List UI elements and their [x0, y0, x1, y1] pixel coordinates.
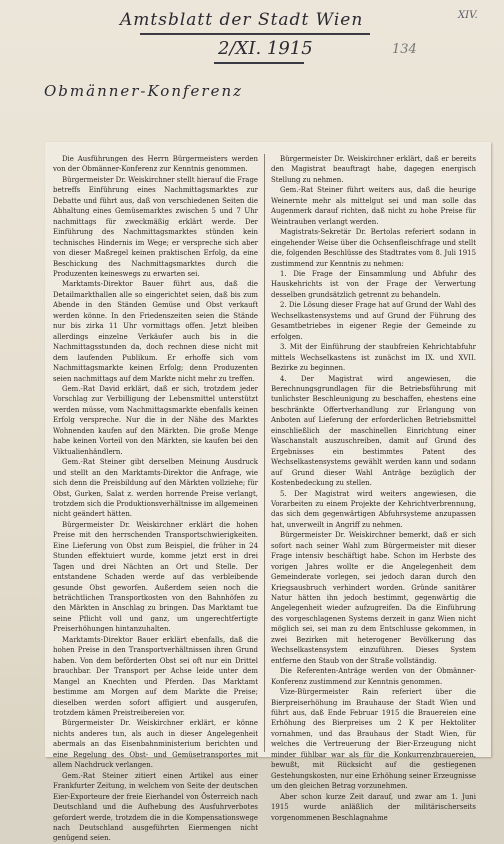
newspaper-clipping	[45, 142, 491, 843]
paragraph: 3. Mit der Einführung der staubfreien Kehrichtabfuhr mittels Wechselkastens ist zunächst im IX. und XVII. Bezirke zu beginnen.	[271, 343, 476, 373]
article-left-column	[53, 154, 258, 843]
column-divider	[264, 154, 265, 752]
handwritten-subtitle: Obmänner-Konferenz	[44, 82, 244, 100]
paragraph: Gem.-Rat David erklärt, daß er sich, trotzdem jeder Vorschlag zur Verbilligung der Lebensmittel unterstützt werden müsse, vom Nachmittagsmarkte ebenfalls keinen Erfolg verspreche. Nur die in der Nähe des Marktes Wohnenden kaufen auf den Märkten. Die große Menge habe keinen Vorteil von den Märkten, sie kaufen bei den Viktualienhändlern.	[53, 384, 258, 456]
paragraph: Marktamts-Direktor Bauer erklärt ebenfalls, daß die hohen Preise in den Transportverhältnissen ihren Grund haben. Von dem beförderten Obst sei oft nur ein Drittel brauchbar. Der Transport per Achse leide unter dem Mangel an Knechten und Pferden. Das Marktamt bestimme am Morgen auf dem Markte die Preise; dieselben werden sofort affigiert und ausgerufen, trotzdem kämen Preistreibereien vor.	[53, 635, 258, 718]
handwritten-number: 134	[392, 42, 417, 57]
article-right-column	[271, 154, 476, 822]
paragraph: Aber schon kurze Zeit darauf, und zwar am 1. Juni 1915 wurde anläßlich der militärischerseits vorgenommenen Beschlagnahme	[271, 792, 476, 822]
paragraph: Die Ausführungen des Herrn Bürgermeisters werden von der Obmänner-Konferenz zur Kenntnis genommen.	[53, 155, 258, 174]
paragraph: Gem.-Rat Steiner gibt derselben Meinung Ausdruck und stellt an den Marktamts-Direktor die Anfrage, wie sich denn die Preisbildung auf den Märkten vollziehe; für Obst, Gurken, Salat z. werden horrende Preise verlangt, trotzdem sich die Produktionsverhältnisse im allgemeinen nicht geändert hätten.	[53, 458, 258, 519]
handwritten-page-ref: XIV.	[458, 10, 478, 21]
paragraph: Marktamts-Direktor Bauer führt aus, daß die Detailmarkthallen alle so eingerichtet seien, daß bis zum Abende in den Ständen Gemüse und Obst verkauft werden könne. In den Friedenszeiten seien die Stände nur bis zirka 11 Uhr vormittags offen. Jetzt bleiben allerdings einzelne Verkäufer auch bis in die Nachmittagsstunden da, doch rechnen diese nicht mit dem laufenden Publikum. Er erhoffe sich vom Nachmittagsmarkte keinen Erfolg; denn Produzenten seien nachmittags auf dem Markte nicht mehr zu treffen.	[53, 280, 258, 383]
paragraph: Die Referenten-Anträge werden von der Obmänner-Konferenz zustimmend zur Kenntnis genommen.	[271, 667, 476, 686]
paragraph: Gem.-Rat Steiner zitiert einen Artikel aus einer Frankfurter Zeitung, in welchem von Seite der deutschen Eier-Exporteure der freie Eierhandel von Österreich nach Deutschland und die Aufhebung des Ausfuhrverbotes gefordert werde, trotzdem die in die Kompensationswege nach Deutschland ausgeführten Eiermengen nicht genügend seien.	[53, 771, 258, 843]
paragraph: Magistrats-Sekretär Dr. Bertolas referiert sodann in eingehender Weise über die Ochsenfleischfrage und stellt die, folgenden Beschlüsse des Stadtrates vom 8. Juli 1915 zustimmend zur Kenntnis zu nehmen:	[271, 228, 476, 268]
paragraph: 4. Der Magistrat wird angewiesen, die Berechnungsgrundlagen für die Betriebsführung mit tunlichster Beschleunigung zu beschaffen, ehestens eine beschränkte Offertverhandlung zur Erlangung von Anboten auf Lieferung der erforderlichen Betriebsmittel einschließlich der maschinellen Einrichtung einer Waschanstalt auszuschreiben, damit auf Grund des Ergebnisses ein bestimmtes Patent des Wechselkastensystems gewählt werden kann und sodann auf Grund dieser Wahl Anträge bezüglich der Kostenbedeckung zu stellen.	[271, 374, 476, 488]
paragraph: Bürgermeister Dr. Weiskirchner erklärt, daß er bereits den Magistrat beauftragt habe, dagegen energisch Stellung zu nehmen.	[271, 155, 476, 184]
paragraph: Bürgermeister Dr. Weiskirchner erklärt die hohen Preise mit den herrschenden Transportschwierigkeiten. Eine Lieferung von Obst zum Beispiel, die früher in 24 Stunden effektuiert wurde, komme jetzt erst in drei Tagen und drei Nächten an Ort und Stelle. Der entstandene Schaden werde auf das verbleibende gesunde Obst geworfen. Außerdem seien noch die beträchtlichen Transportkosten von den Bahnhöfen zu den Märkten in Anschlag zu bringen. Das Marktamt tue seine Pflicht voll und ganz, um ungerechtfertigte Preiserhöhungen hintanzuhalten.	[53, 520, 258, 634]
paragraph: 5. Der Magistrat wird weiters angewiesen, die Vorarbeiten zu einem Projekte der Kehrichtverbrennung, das sich dem gegenwärtigen Abfuhrsysteme anzupassen hat, unverweilt in Angriff zu nehmen.	[271, 489, 476, 529]
paragraph: 1. Die Frage der Einsammlung und Abfuhr des Hauskehrichts ist von der Frage der Verwertung desselben grundsätzlich getrennt zu behandeln.	[271, 269, 476, 299]
paragraph: Bürgermeister Dr. Weiskirchner erklärt, er könne nichts anderes tun, als auch in dieser Angelegenheit abermals an das Eisenbahnministerium berichten und eine Regelung des Obst- und Gemüsetransportes mit allem Nachdruck verlangen.	[53, 719, 258, 770]
paragraph: Bürgermeister Dr. Weiskirchner stellt hierauf die Frage betreffs Einführung eines Nachmittagsmarktes zur Debatte und führt aus, daß von verschiedenen Seiten die Abhaltung eines Gemüsemarktes zwischen 5 und 7 Uhr nachmittags für zweckmäßig erklärt werde. Der Einführung des Nachmittagsmarktes stünden kein technisches Hindernis im Wege; er verspreche sich aber von dieser Maßregel keinen praktischen Erfolg, da eine Beschickung des Nachmittagsmarktes durch die Produzenten keineswegs zu erwarten sei.	[53, 175, 258, 278]
paragraph: Vize-Bürgermeister Rain referiert über die Bierpreiserhöhung im Brauhause der Stadt Wien und führt aus, daß Ende Februar 1915 die Brauereien eine Erhöhung des Bierpreises um 2 K per Hektoliter vornahmen, und das Brauhaus der Stadt Wien, für welches die Vertreuerung der Bier-Erzeugung nicht minder fühlbar war als für die Konkurrenzbrauereien, bewußt, mit Rücksicht auf die gestiegenen Gestehungskosten, nur eine Erhöhung seiner Erzeugnisse um den gleichen Betrag vorzunehmen.	[271, 688, 476, 791]
date-underline	[214, 62, 304, 64]
paragraph: Bürgermeister Dr. Weiskirchner bemerkt, daß er sich sofort nach seiner Wahl zum Bürgermeister mit dieser Frage intensiv beschäftigt habe. Schon im Herbste des vorigen Jahres wollte er die Angelegenheit dem Gemeinderate vorlegen, sei jedoch daran durch den Kriegsausbruch verhindert worden. Gründe sanitärer Natur hätten ihn jedoch bestimmt, gegenwärtig die Angelegenheit wieder aufzugreifen. Da die Einführung des vorgeschlagenen Systems derzeit in ganz Wien nicht möglich sei, sei man zu dem Entschlusse gekommen, in zwei Bezirken mit heterogener Bevölkerung das Wechselkastensystem einzuführen. Dieses System entferne den Staub von der Straße vollständig.	[271, 531, 476, 665]
paragraph: Gem.-Rat Steiner führt weiters aus, daß die heurige Weinernte mehr als mittelgut sei und man solle das Augenmerk darauf richten, daß nicht zu hohe Preise für Weintrauben verlangt werden.	[271, 186, 476, 226]
paragraph: 2. Die Lösung dieser Frage hat auf Grund der Wahl des Wechselkastensystems und auf Grund der Führung des Gesamtbetriebes in eigener Regie der Gemeinde zu erfolgen.	[271, 301, 476, 341]
handwritten-date: 2/XI. 1915	[218, 38, 313, 59]
handwritten-title: Amtsblatt der Stadt Wien	[120, 10, 364, 30]
title-underline	[140, 33, 370, 35]
